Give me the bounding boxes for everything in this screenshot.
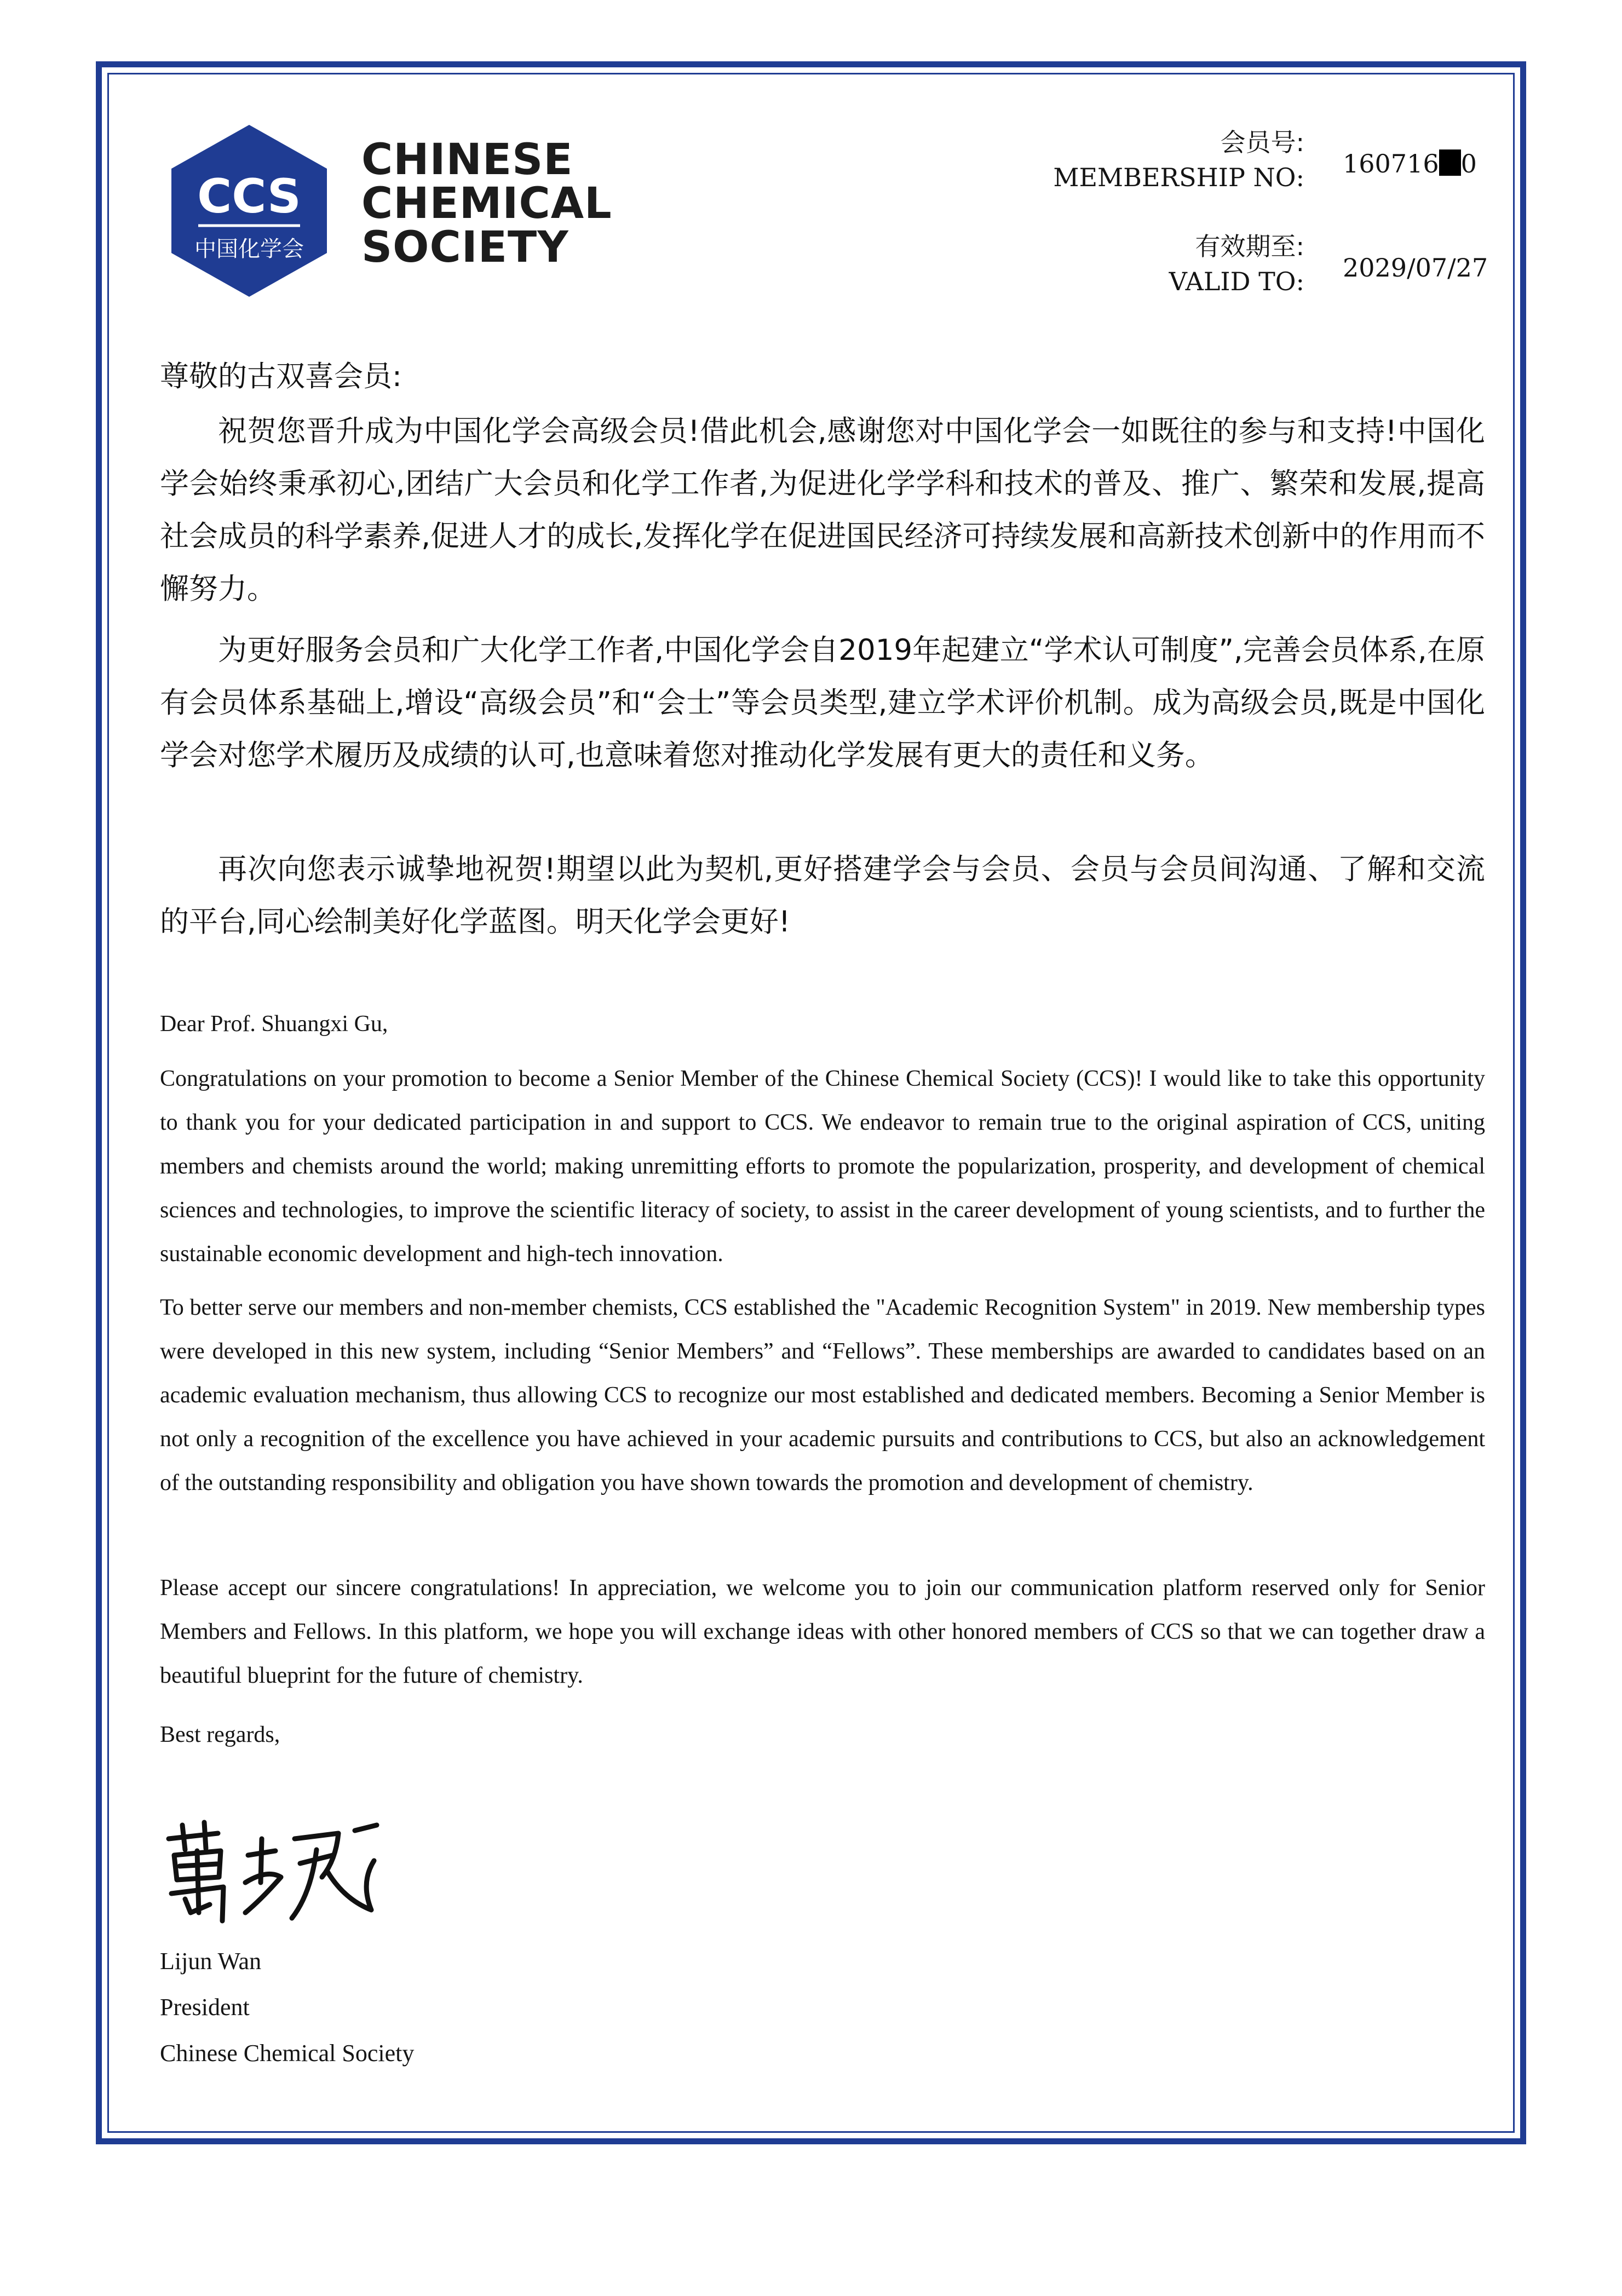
- valid-to-value: 2029/07/27: [1343, 253, 1488, 283]
- valid-to-label-en: VALID TO:: [1169, 267, 1304, 296]
- society-name: [361, 135, 612, 272]
- chinese-paragraph-3: 再次向您表示诚挚地祝贺!期望以此为契机,更好搭建学会与会员、会员与会员间沟通、了解和交流的平台,同心绘制美好化学蓝图。明天化学会更好!: [160, 853, 1485, 939]
- english-paragraph-3: Please accept our sincere congratulations! In appreciation, we welcome you to join our communication platform reserved only for Senior Members and Fellows. In this platform, we hope you will exchange ideas with other honored members of CCS so that we can together draw a beautiful blueprint for the future of chemistry.: [160, 1575, 1485, 1688]
- english-greeting: Dear Prof. Shuangxi Gu,: [160, 1011, 388, 1037]
- handwritten-signature: [158, 1817, 399, 1932]
- ccs-logo-icon: [159, 120, 340, 301]
- membership-no-label: [1053, 125, 1304, 195]
- english-paragraph-1: Congratulations on your promotion to become a Senior Member of the Chinese Chemical Society (CCS)! I would like to take this opportunity to thank you for your dedicated participation in and support to CCS. We endeavor to remain true to the original aspiration of CCS, uniting members and chemists around the world; making unremitting efforts to promote the popularization, prosperity, and development of chemical sciences and technologies, to improve the scientific literacy of society, to assist in the career development of young scientists, and to further the sustainable economic development and high-tech innovation.: [160, 1066, 1485, 1267]
- valid-to-label: [1169, 229, 1304, 299]
- logo-abbr: CCS: [197, 169, 301, 224]
- society-name-line-2: CHEMICAL: [361, 179, 612, 228]
- signatory-title: President: [160, 1994, 250, 2021]
- logo-cn-name: 中国化学会: [194, 237, 304, 262]
- membership-no-label-cn: 会员号:: [1220, 128, 1304, 157]
- closing: Best regards,: [160, 1722, 280, 1747]
- chinese-paragraph-1: 祝贺您晋升成为中国化学会高级会员!借此机会,感谢您对中国化学会一如既往的参与和支持!中国化学会始终秉承初心,团结广大会员和化学工作者,为促进化学学科和技术的普及、推广、繁荣和发展,提高社会成员的科学素养,促进人才的成长,发挥化学在促进国民经济可持续发展和高新技术创新中的作用而不懈努力。: [160, 415, 1485, 606]
- membership-no-label-en: MEMBERSHIP NO:: [1053, 163, 1304, 192]
- chinese-paragraph-2: 为更好服务会员和广大化学工作者,中国化学会自2019年起建立“学术认可制度”,完善会员体系,在原有会员体系基础上,增设“高级会员”和“会士”等会员类型,建立学术评价机制。成为高级会员,既是中国化学会对您学术履历及成绩的认可,也意味着您对推动化学发展有更大的责任和义务。: [160, 634, 1485, 772]
- signatory-organization: Chinese Chemical Society: [160, 2040, 415, 2067]
- society-name-line-3: SOCIETY: [361, 223, 569, 272]
- signatory-block: [160, 1938, 414, 2076]
- chinese-greeting: 尊敬的古双喜会员:: [160, 360, 402, 393]
- membership-no-value: 160716 0: [1343, 149, 1477, 179]
- society-name-line-1: CHINESE: [361, 135, 573, 185]
- signatory-name: Lijun Wan: [160, 1948, 262, 1975]
- valid-to-label-cn: 有效期至:: [1195, 232, 1304, 261]
- english-paragraph-2: To better serve our members and non-member chemists, CCS established the "Academic Recognition System" in 2019. New membership types were developed in this new system, including “Senior Members” and “Fellows”. These memberships are awarded to candidates based on an academic evaluation mechanism, thus allowing CCS to recognize our most established and dedicated members. Becoming a Senior Member is not only a recognition of the excellence you have achieved in your academic pursuits and contributions to CCS, but also an acknowledgement of the outstanding responsibility and obligation you have shown towards the promotion and development of chemistry.: [160, 1295, 1485, 1495]
- redaction-block: [1439, 149, 1461, 176]
